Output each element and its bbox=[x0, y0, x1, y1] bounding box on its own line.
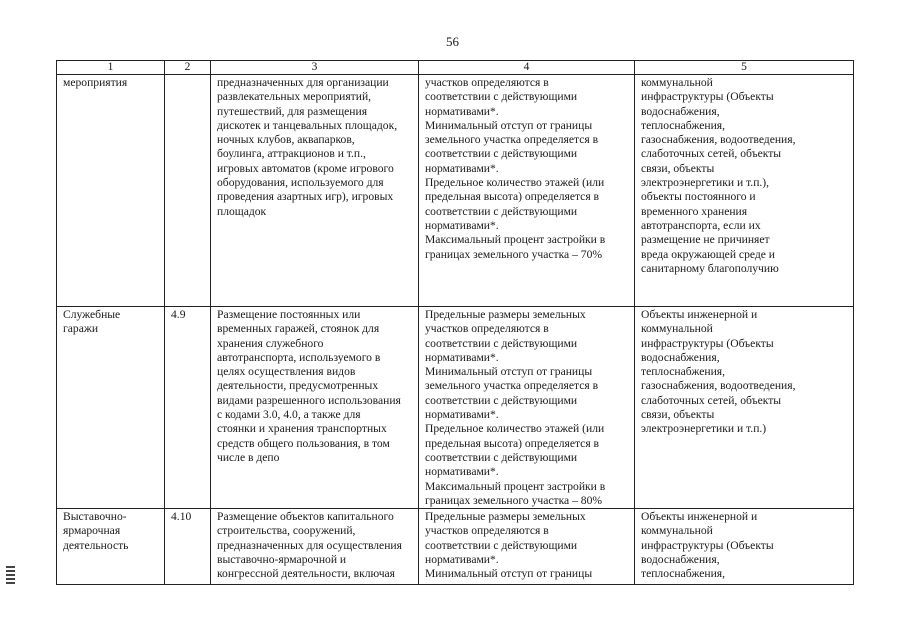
text-line: размещение не причиняет bbox=[641, 233, 770, 247]
text-line: связи, объекты bbox=[641, 161, 715, 175]
row-description-cell bbox=[211, 509, 419, 585]
text-line: ночных клубов, аквапарков, bbox=[217, 133, 355, 147]
text-line: Предельные размеры земельных bbox=[425, 510, 586, 524]
text-line: земельного участка определяется в bbox=[425, 379, 599, 393]
text-line: водоснабжения, bbox=[641, 104, 720, 118]
text-line: соответствии с действующими bbox=[425, 204, 578, 218]
land-use-table bbox=[56, 60, 854, 585]
text-line: Минимальный отступ от границы bbox=[425, 567, 593, 581]
text-line: коммунальной bbox=[641, 524, 713, 538]
text-line: 4.9 bbox=[171, 308, 186, 321]
text-line: Размещение постоянных или bbox=[217, 308, 361, 321]
row-code-cell bbox=[165, 509, 211, 585]
text-line: соответствии с действующими bbox=[425, 393, 578, 407]
text-line: средств общего пользования, в том bbox=[217, 436, 390, 450]
text-line: развлекательных мероприятий, bbox=[217, 90, 372, 104]
text-line: боулинга, аттракционов и т.п., bbox=[217, 147, 366, 161]
text-line: Объекты инженерной и bbox=[641, 510, 758, 524]
text-line: видами разрешенного использования bbox=[217, 393, 401, 407]
text-line: Предельные размеры земельных bbox=[425, 308, 586, 321]
text-line: нормативами*. bbox=[425, 553, 499, 567]
text-line: участков определяются в bbox=[425, 524, 549, 538]
text-line: проведения азартных игр), игровых bbox=[217, 190, 394, 204]
text-line: нормативами*. bbox=[425, 104, 499, 118]
row-parameters-cell bbox=[419, 307, 635, 509]
row-conditional-use-cell bbox=[635, 75, 854, 307]
text-line: земельного участка определяется в bbox=[425, 133, 599, 147]
text-line: теплоснабжения, bbox=[641, 118, 726, 132]
text-line: Минимальный отступ от границы bbox=[425, 365, 593, 379]
text-line: нормативами*. bbox=[425, 408, 499, 422]
row-name-cell bbox=[57, 509, 165, 585]
column-header-2: 2 bbox=[165, 61, 211, 75]
text-line: газоснабжения, водоотведения, bbox=[641, 379, 796, 393]
text-line: соответствии с действующими bbox=[425, 90, 578, 104]
text-line: участков определяются в bbox=[425, 322, 549, 336]
text-line: числе в депо bbox=[217, 450, 280, 464]
text-line: предназначенных для осуществления bbox=[217, 538, 402, 552]
row-description-cell bbox=[211, 307, 419, 509]
text-line: ярмарочная bbox=[63, 524, 121, 538]
text-line: участков определяются в bbox=[425, 76, 549, 89]
text-line: слаботочных сетей, объекты bbox=[641, 393, 782, 407]
text-line: нормативами*. bbox=[425, 465, 499, 479]
text-line: границах земельного участка – 80% bbox=[425, 493, 603, 507]
text-line: нормативами*. bbox=[425, 218, 499, 232]
text-line: игровых автоматов (кроме игрового bbox=[217, 161, 394, 175]
text-line: предельная высота) определяется в bbox=[425, 436, 600, 450]
text-line: мероприятия bbox=[63, 76, 128, 89]
text-line: теплоснабжения, bbox=[641, 567, 726, 581]
text-line: объекты постоянного и bbox=[641, 190, 756, 204]
text-line: деятельности, предусмотренных bbox=[217, 379, 379, 393]
text-line: дискотек и танцевальных площадок, bbox=[217, 118, 398, 132]
text-line: оборудования, используемого для bbox=[217, 176, 384, 190]
text-line: электроэнергетики и т.п.) bbox=[641, 422, 767, 436]
text-line: Максимальный процент застройки в bbox=[425, 233, 606, 247]
text-line: гаражи bbox=[63, 322, 99, 336]
text-line: инфраструктуры (Объекты bbox=[641, 336, 774, 350]
text-line: Выставочно- bbox=[63, 510, 127, 524]
text-line: нормативами*. bbox=[425, 161, 499, 175]
text-line: временного хранения bbox=[641, 204, 748, 218]
text-line: выставочно-ярмарочной и bbox=[217, 553, 347, 567]
margin-mark bbox=[6, 566, 15, 586]
text-line: с кодами 3.0, 4.0, а также для bbox=[217, 408, 361, 422]
text-line: коммунальной bbox=[641, 76, 713, 89]
text-line: водоснабжения, bbox=[641, 350, 720, 364]
text-line: площадок bbox=[217, 204, 267, 218]
text-line: целях осуществления видов bbox=[217, 365, 356, 379]
table-row bbox=[57, 75, 854, 307]
text-line: хранения служебного bbox=[217, 336, 324, 350]
text-line: Максимальный процент застройки в bbox=[425, 479, 606, 493]
row-description-cell bbox=[211, 75, 419, 307]
table-row bbox=[57, 307, 854, 509]
text-line: предназначенных для организации bbox=[217, 76, 389, 89]
text-line: инфраструктуры (Объекты bbox=[641, 538, 774, 552]
row-code-cell bbox=[165, 307, 211, 509]
table-row bbox=[57, 509, 854, 585]
row-parameters-cell bbox=[419, 509, 635, 585]
text-line: нормативами*. bbox=[425, 350, 499, 364]
text-line: предельная высота) определяется в bbox=[425, 190, 600, 204]
column-header-1: 1 bbox=[57, 61, 165, 75]
text-line: стоянки и хранения транспортных bbox=[217, 422, 387, 436]
text-line: Объекты инженерной и bbox=[641, 308, 758, 321]
row-conditional-use-cell bbox=[635, 307, 854, 509]
text-line: санитарному благополучию bbox=[641, 261, 779, 275]
text-line: деятельность bbox=[63, 538, 129, 552]
text-line: слаботочных сетей, объекты bbox=[641, 147, 782, 161]
row-parameters-cell bbox=[419, 75, 635, 307]
page-number: 56 bbox=[446, 34, 459, 49]
column-header-4: 4 bbox=[419, 61, 635, 75]
text-line: конгрессной деятельности, включая bbox=[217, 567, 396, 581]
text-line: Служебные bbox=[63, 308, 121, 321]
text-line: инфраструктуры (Объекты bbox=[641, 90, 774, 104]
header-row bbox=[57, 61, 854, 75]
text-line: соответствии с действующими bbox=[425, 336, 578, 350]
text-line: соответствии с действующими bbox=[425, 538, 578, 552]
text-line: временных гаражей, стоянок для bbox=[217, 322, 380, 336]
row-name-cell bbox=[57, 75, 165, 307]
text-line: коммунальной bbox=[641, 322, 713, 336]
text-line: вреда окружающей среде и bbox=[641, 247, 776, 261]
column-header-5: 5 bbox=[635, 61, 854, 75]
text-line: автотранспорта, если их bbox=[641, 218, 761, 232]
text-line: электроэнергетики и т.п.), bbox=[641, 176, 770, 190]
text-line: Минимальный отступ от границы bbox=[425, 118, 593, 132]
column-header-3: 3 bbox=[211, 61, 419, 75]
text-line: водоснабжения, bbox=[641, 553, 720, 567]
text-line: строительства, сооружений, bbox=[217, 524, 356, 538]
text-line: Размещение объектов капитального bbox=[217, 510, 394, 524]
row-code-cell bbox=[165, 75, 211, 307]
text-line: теплоснабжения, bbox=[641, 365, 726, 379]
text-line: газоснабжения, водоотведения, bbox=[641, 133, 796, 147]
text-line: путешествий, для размещения bbox=[217, 104, 368, 118]
text-line: 4.10 bbox=[171, 510, 192, 524]
text-line: связи, объекты bbox=[641, 408, 715, 422]
text-line: Предельное количество этажей (или bbox=[425, 422, 605, 436]
text-line: соответствии с действующими bbox=[425, 147, 578, 161]
row-name-cell bbox=[57, 307, 165, 509]
text-line: Предельное количество этажей (или bbox=[425, 176, 605, 190]
text-line: соответствии с действующими bbox=[425, 450, 578, 464]
text-line: границах земельного участка – 70% bbox=[425, 247, 603, 261]
row-conditional-use-cell bbox=[635, 509, 854, 585]
text-line: автотранспорта, используемого в bbox=[217, 350, 381, 364]
